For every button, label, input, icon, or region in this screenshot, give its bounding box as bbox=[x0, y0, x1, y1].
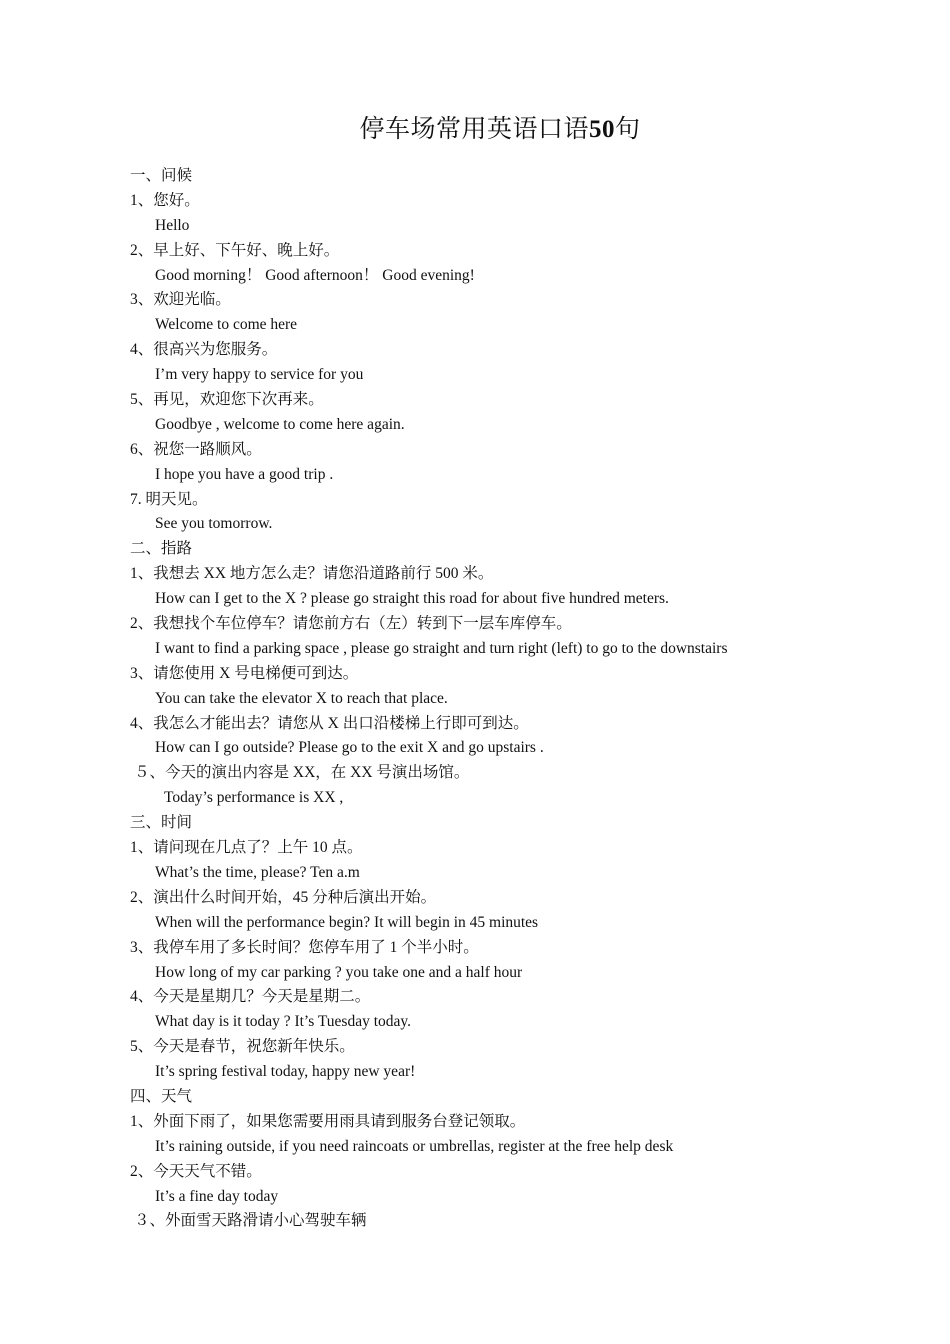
title-suffix: 句 bbox=[615, 116, 641, 143]
answer-line: When will the performance begin? It will begin in 45 minutes bbox=[155, 913, 539, 931]
answer-line: What’s the time, please? Ten a.m bbox=[155, 863, 360, 881]
section-heading: 三、时间 bbox=[130, 814, 193, 832]
question-line: 3、欢迎光临。 bbox=[130, 291, 231, 309]
document-body bbox=[130, 164, 920, 1234]
question-line: 4、我怎么才能出去？请您从 X 出口沿楼梯上行即可到达。 bbox=[130, 714, 529, 732]
question-line: 3、请您使用 X 号电梯便可到达。 bbox=[130, 664, 359, 682]
answer-line: I’m very happy to service for you bbox=[155, 366, 364, 384]
question-line: ５、今天的演出内容是 XX，在 XX 号演出场馆。 bbox=[134, 764, 470, 782]
question-line: 1、外面下雨了，如果您需要用雨具请到服务台登记领取。 bbox=[130, 1112, 526, 1130]
answer-line: How can I go outside? Please go to the exit X and go upstairs . bbox=[155, 739, 544, 757]
question-line: 4、今天是星期几？今天是星期二。 bbox=[130, 988, 371, 1006]
answer-line: It’s raining outside, if you need raincoats or umbrellas, register at the free help desk bbox=[155, 1137, 674, 1155]
answer-line: You can take the elevator X to reach that place. bbox=[155, 689, 448, 707]
question-line: 2、早上好、下午好、晚上好。 bbox=[130, 241, 340, 259]
question-line: 7. 明天见。 bbox=[130, 490, 208, 508]
answer-line: Hello bbox=[155, 216, 190, 234]
question-line: 3、我停车用了多长时间？您停车用了 1 个半小时。 bbox=[130, 938, 479, 956]
section-heading: 四、天气 bbox=[130, 1087, 193, 1105]
question-line: 2、演出什么时间开始，45 分种后演出开始。 bbox=[130, 888, 437, 906]
document-title bbox=[0, 112, 950, 148]
answer-line: It’s a fine day today bbox=[155, 1187, 279, 1205]
answer-line: How long of my car parking ? you take one and a half hour bbox=[155, 963, 523, 981]
answer-line: Today’s performance is XX , bbox=[164, 789, 344, 807]
title-text: 停车场常用英语口语 bbox=[359, 116, 589, 143]
question-line: 1、请问现在几点了？上午 10 点。 bbox=[130, 839, 363, 857]
answer-line: How can I get to the X ? please go straight this road for about five hundred meters. bbox=[155, 590, 669, 608]
question-line: 2、今天天气不错。 bbox=[130, 1162, 262, 1180]
question-line: 4、很高兴为您服务。 bbox=[130, 341, 278, 359]
question-line: 5、再见，欢迎您下次再来。 bbox=[130, 391, 324, 409]
answer-line: Goodbye , welcome to come here again. bbox=[155, 415, 405, 433]
answer-line: Good morning！ Good afternoon！ Good evening! bbox=[155, 266, 475, 284]
answer-line: See you tomorrow. bbox=[155, 515, 273, 533]
question-line: 6、祝您一路顺风。 bbox=[130, 440, 262, 458]
section-heading: 一、问候 bbox=[130, 167, 193, 184]
answer-line: I hope you have a good trip . bbox=[155, 465, 334, 483]
answer-line: What day is it today ? It’s Tuesday today. bbox=[155, 1013, 412, 1031]
question-line: 1、我想去 XX 地方怎么走？请您沿道路前行 500 米。 bbox=[130, 565, 494, 583]
answer-line: It’s spring festival today, happy new year! bbox=[155, 1063, 416, 1081]
question-line: 5、今天是春节，祝您新年快乐。 bbox=[130, 1038, 355, 1056]
question-line: 2、我想找个车位停车？请您前方右（左）转到下一层车库停车。 bbox=[130, 615, 572, 633]
section-heading: 二、指路 bbox=[130, 540, 193, 558]
title-number: 50 bbox=[589, 116, 615, 143]
answer-line: Welcome to come here bbox=[155, 316, 298, 334]
question-line: 1、您好。 bbox=[130, 191, 200, 209]
answer-line: I want to find a parking space , please go straight and turn right (left) to go to the downstairs bbox=[155, 639, 728, 657]
question-line: ３、外面雪天路滑请小心驾驶车辆 bbox=[134, 1212, 367, 1230]
